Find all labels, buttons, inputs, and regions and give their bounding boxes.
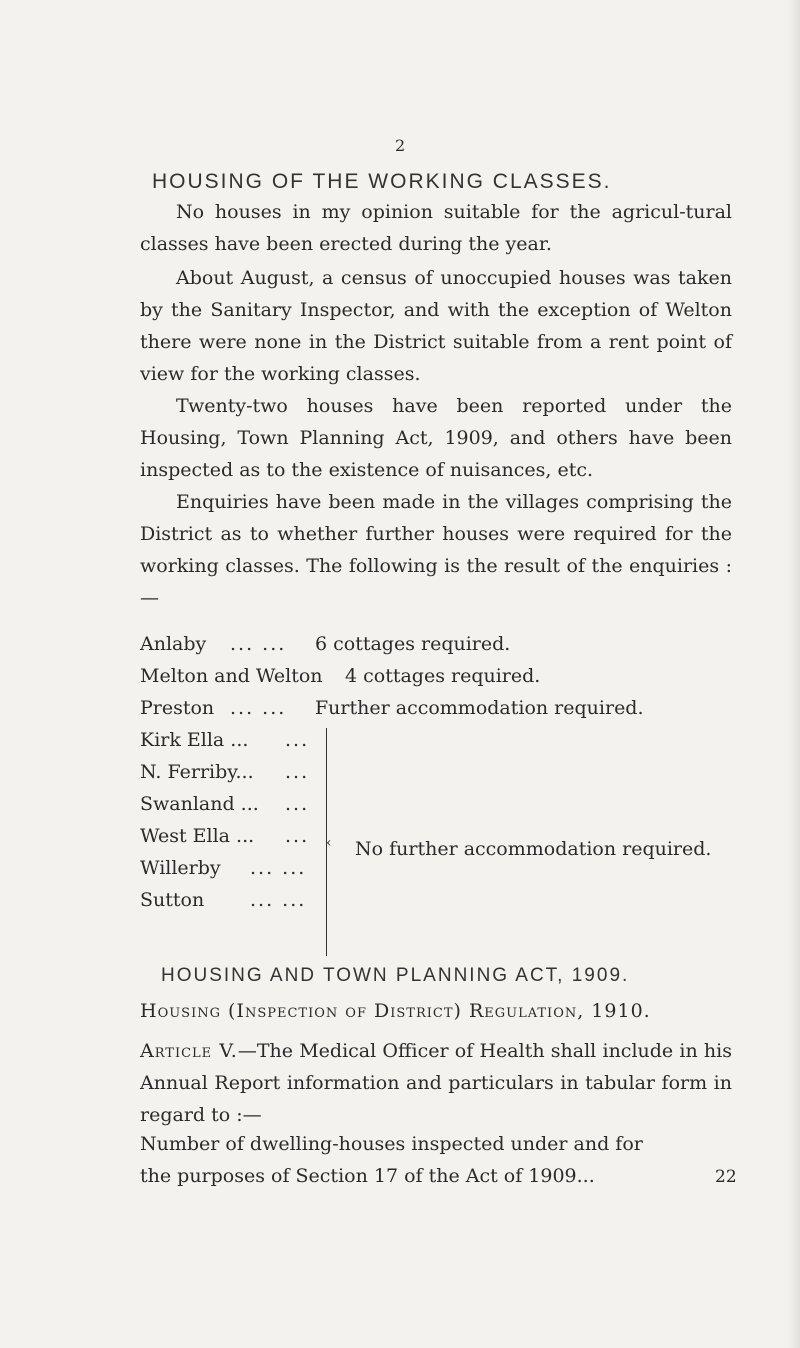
place-swanland: Swanland ...: [140, 793, 259, 815]
leader-dots: ... ...: [250, 857, 307, 879]
place-anlaby: Anlaby: [140, 633, 207, 655]
paragraph-enquiries: Enquiries have been made in the villages comprising the District as to whether further houses were required for the working classes. The following is the result of the enquiries :—: [140, 491, 732, 609]
leader-dots: ... ...: [250, 889, 307, 911]
paragraph-census: About August, a census of unoccupied houses was taken by the Sanitary Inspector, and with the exception of Welton there were none in the District suitable from a rent point of view for the working classes.: [140, 267, 732, 385]
leader-dots: ...: [285, 761, 310, 783]
page-edge: [788, 0, 800, 1348]
place-n-ferriby: N. Ferriby...: [140, 761, 254, 783]
leader-dots: ...: [285, 825, 310, 847]
paragraph-reported-houses: Twenty-two houses have been reported under the Housing, Town Planning Act, 1909, and others have been inspected as to the existence of nuisances, etc.: [140, 395, 732, 481]
page-number: 2: [395, 136, 406, 155]
footer-line-2: the purposes of Section 17 of the Act of 1909...: [140, 1165, 595, 1187]
leader-dots: ...: [285, 793, 310, 815]
leader-dots: ... ...: [230, 633, 287, 655]
need-melton-welton: 4 cottages required.: [345, 665, 541, 687]
need-anlaby: 6 cottages required.: [315, 633, 511, 655]
place-willerby: Willerby: [140, 857, 221, 879]
footer-value: 22: [715, 1167, 737, 1187]
place-sutton: Sutton: [140, 889, 205, 911]
leader-dots: ...: [285, 729, 310, 751]
place-kirk-ella: Kirk Ella ...: [140, 729, 249, 751]
place-melton-welton: Melton and Welton: [140, 665, 323, 687]
article-paragraph: [140, 1035, 732, 1131]
paragraph-agricultural: No houses in my opinion suitable for the agricul-tural classes have been erected during the year.: [140, 201, 732, 255]
leader-dots: ... ...: [230, 697, 287, 719]
need-preston: Further accommodation required.: [315, 697, 644, 719]
place-west-ella: West Ella ...: [140, 825, 255, 847]
regulation-title: Housing (Inspection of District) Regulation, 1910.: [140, 1000, 651, 1022]
footer-line-1: Number of dwelling-houses inspected under and for: [140, 1133, 643, 1155]
heading-town-planning-act: HOUSING AND TOWN PLANNING ACT, 1909.: [161, 965, 630, 986]
need-grouped: No further accommodation required.: [355, 838, 712, 860]
article-text: —The Medical Officer of Health shall include in his Annual Report information and particulars in tabular form in regard to :—: [140, 1040, 732, 1126]
heading-working-classes: HOUSING OF THE WORKING CLASSES.: [152, 170, 612, 193]
article-label: Article V.: [140, 1040, 238, 1062]
brace-tip-icon: ‹: [326, 835, 332, 851]
place-preston: Preston: [140, 697, 215, 719]
